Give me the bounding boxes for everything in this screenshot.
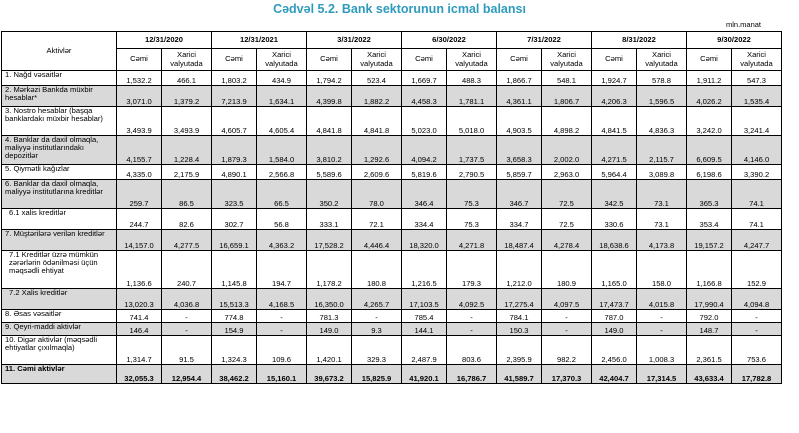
cell-cemi: 4,026.2 [687,86,732,107]
subheader-xarici-valyutada: Xarici valyutada [162,49,212,71]
subheader-cemi: Cəmi [402,49,447,71]
cell-cemi: 3,242.0 [687,107,732,136]
cell-xarici-valyutada: 523.4 [352,71,402,86]
cell-xarici-valyutada: 66.5 [257,180,307,209]
cell-cemi: 148.7 [687,323,732,336]
table-row [2,136,782,165]
cell-cemi: 346.4 [402,180,447,209]
cell-xarici-valyutada: 4,278.4 [542,230,592,251]
period-header: 8/31/2022 [592,32,687,49]
cell-xarici-valyutada: - [257,323,307,336]
cell-cemi: 18,638.6 [592,230,637,251]
cell-xarici-valyutada: 434.9 [257,71,307,86]
cell-cemi: 774.8 [212,310,257,323]
cell-cemi: 1,866.7 [497,71,542,86]
cell-xarici-valyutada: 2,963.0 [542,165,592,180]
table-row [2,180,782,209]
table-row [2,107,782,136]
cell-xarici-valyutada: 73.1 [637,180,687,209]
cell-xarici-valyutada: 4,168.5 [257,289,307,310]
table-title: Cədvəl 5.2. Bank sektorunun icmal balansı [273,2,526,16]
cell-xarici-valyutada: 74.1 [732,180,782,209]
cell-xarici-valyutada: 91.5 [162,336,212,365]
cell-xarici-valyutada: 109.6 [257,336,307,365]
balance-table [1,31,782,384]
cell-xarici-valyutada: 2,609.6 [352,165,402,180]
table-row [2,209,782,230]
cell-xarici-valyutada: 1,535.4 [732,86,782,107]
cell-xarici-valyutada: 1,228.4 [162,136,212,165]
cell-cemi: 4,903.5 [497,107,542,136]
cell-cemi: 14,157.0 [117,230,162,251]
cell-xarici-valyutada: - [447,323,497,336]
period-header: 3/31/2022 [307,32,402,49]
cell-cemi: 346.7 [497,180,542,209]
cell-cemi: 6,198.6 [687,165,732,180]
cell-xarici-valyutada: 488.3 [447,71,497,86]
cell-cemi: 353.4 [687,209,732,230]
cell-xarici-valyutada: 16,786.7 [447,365,497,384]
cell-cemi: 6,609.5 [687,136,732,165]
subheader-cemi: Cəmi [592,49,637,71]
cell-xarici-valyutada: - [732,310,782,323]
cell-cemi: 4,458.3 [402,86,447,107]
cell-cemi: 3,658.3 [497,136,542,165]
period-header: 6/30/2022 [402,32,497,49]
subheader-xarici-valyutada: Xarici valyutada [352,49,402,71]
cell-cemi: 365.3 [687,180,732,209]
cell-cemi: 1,911.2 [687,71,732,86]
cell-cemi: 1,794.2 [307,71,352,86]
row-label: 4. Banklar da daxil olmaqla, maliyyə institutlarındakı depozitlər [2,136,117,165]
cell-xarici-valyutada: - [447,310,497,323]
cell-cemi: 1,216.5 [402,251,447,289]
cell-cemi: 4,841.5 [592,107,637,136]
cell-cemi: 3,810.2 [307,136,352,165]
cell-cemi: 741.4 [117,310,162,323]
row-label: 3. Nostro hesablar (başqa banklardakı müxbir hesablar) [2,107,117,136]
cell-cemi: 1,166.8 [687,251,732,289]
cell-xarici-valyutada: 1,634.1 [257,86,307,107]
cell-cemi: 4,335.0 [117,165,162,180]
cell-cemi: 334.7 [497,209,542,230]
cell-xarici-valyutada: 152.9 [732,251,782,289]
unit-label: mln.manat [725,20,761,29]
row-label: 9. Qeyri-maddi aktivlər [2,323,117,336]
cell-cemi: 4,206.3 [592,86,637,107]
cell-cemi: 42,404.7 [592,365,637,384]
cell-xarici-valyutada: - [637,323,687,336]
cell-cemi: 3,071.0 [117,86,162,107]
cell-cemi: 18,487.4 [497,230,542,251]
cell-xarici-valyutada: - [542,323,592,336]
cell-xarici-valyutada: 158.0 [637,251,687,289]
cell-xarici-valyutada: 1,292.6 [352,136,402,165]
subheader-xarici-valyutada: Xarici valyutada [732,49,782,71]
cell-cemi: 38,462.2 [212,365,257,384]
cell-cemi: 1,178.2 [307,251,352,289]
cell-xarici-valyutada: 194.7 [257,251,307,289]
cell-cemi: 5,964.4 [592,165,637,180]
cell-cemi: 4,155.7 [117,136,162,165]
cell-xarici-valyutada: 578.8 [637,71,687,86]
cell-xarici-valyutada: 180.8 [352,251,402,289]
cell-xarici-valyutada: 753.6 [732,336,782,365]
row-label: 6.1 xalis kreditlər [2,209,117,230]
cell-cemi: 150.3 [497,323,542,336]
cell-xarici-valyutada: - [637,310,687,323]
cell-cemi: 784.1 [497,310,542,323]
cell-xarici-valyutada: 4,271.8 [447,230,497,251]
cell-cemi: 1,324.3 [212,336,257,365]
cell-cemi: 41,589.7 [497,365,542,384]
cell-cemi: 4,271.5 [592,136,637,165]
row-label: 10. Digər aktivlər (məqsədli ehtiyatlar çıxılmaqla) [2,336,117,365]
table-row [2,323,782,336]
row-label: 6. Banklar da daxil olmaqla, maliyyə institutlarına kreditlər [2,180,117,209]
subheader-xarici-valyutada: Xarici valyutada [447,49,497,71]
cell-xarici-valyutada: - [162,310,212,323]
cell-cemi: 17,990.4 [687,289,732,310]
cell-cemi: 1,314.7 [117,336,162,365]
period-header: 9/30/2022 [687,32,782,49]
cell-cemi: 1,803.2 [212,71,257,86]
cell-cemi: 334.4 [402,209,447,230]
cell-xarici-valyutada: 4,015.8 [637,289,687,310]
cell-xarici-valyutada: 78.0 [352,180,402,209]
cell-cemi: 13,020.3 [117,289,162,310]
cell-cemi: 16,659.1 [212,230,257,251]
subheader-cemi: Cəmi [307,49,352,71]
cell-xarici-valyutada: 179.3 [447,251,497,289]
cell-xarici-valyutada: - [542,310,592,323]
cell-xarici-valyutada: 547.3 [732,71,782,86]
cell-cemi: 144.1 [402,323,447,336]
cell-xarici-valyutada: 982.2 [542,336,592,365]
cell-cemi: 5,819.6 [402,165,447,180]
cell-xarici-valyutada: 9.3 [352,323,402,336]
cell-cemi: 2,487.9 [402,336,447,365]
cell-xarici-valyutada: 4,092.5 [447,289,497,310]
cell-xarici-valyutada: 1,806.7 [542,86,592,107]
cell-cemi: 1,669.7 [402,71,447,86]
cell-xarici-valyutada: 4,363.2 [257,230,307,251]
cell-xarici-valyutada: 240.7 [162,251,212,289]
cell-xarici-valyutada: 1,737.5 [447,136,497,165]
cell-cemi: 154.9 [212,323,257,336]
cell-cemi: 5,589.6 [307,165,352,180]
table-row [2,251,782,289]
cell-cemi: 302.7 [212,209,257,230]
cell-cemi: 15,513.3 [212,289,257,310]
cell-xarici-valyutada: 1,584.0 [257,136,307,165]
cell-cemi: 4,605.7 [212,107,257,136]
cell-cemi: 1,165.0 [592,251,637,289]
cell-cemi: 4,890.1 [212,165,257,180]
cell-xarici-valyutada: 3,390.2 [732,165,782,180]
cell-cemi: 787.0 [592,310,637,323]
cell-xarici-valyutada: 12,954.4 [162,365,212,384]
period-header: 12/31/2020 [117,32,212,49]
cell-cemi: 1,136.6 [117,251,162,289]
cell-xarici-valyutada: 548.1 [542,71,592,86]
cell-xarici-valyutada: 1,781.1 [447,86,497,107]
cell-cemi: 2,361.5 [687,336,732,365]
cell-xarici-valyutada: 15,160.1 [257,365,307,384]
cell-cemi: 781.3 [307,310,352,323]
cell-xarici-valyutada: 5,018.0 [447,107,497,136]
cell-cemi: 5,023.0 [402,107,447,136]
cell-xarici-valyutada: 180.9 [542,251,592,289]
cell-cemi: 2,395.9 [497,336,542,365]
cell-xarici-valyutada: 74.1 [732,209,782,230]
cell-cemi: 1,420.1 [307,336,352,365]
cell-cemi: 350.2 [307,180,352,209]
cell-cemi: 330.6 [592,209,637,230]
cell-xarici-valyutada: 2,566.8 [257,165,307,180]
period-header: 7/31/2022 [497,32,592,49]
cell-xarici-valyutada: 4,898.2 [542,107,592,136]
table-row [2,86,782,107]
cell-xarici-valyutada: 3,493.9 [162,107,212,136]
header-aktivler: Aktivlər [2,32,117,71]
cell-cemi: 149.0 [307,323,352,336]
cell-cemi: 41,920.1 [402,365,447,384]
cell-cemi: 259.7 [117,180,162,209]
cell-xarici-valyutada: 73.1 [637,209,687,230]
cell-xarici-valyutada: 4,265.7 [352,289,402,310]
cell-cemi: 4,361.1 [497,86,542,107]
subheader-xarici-valyutada: Xarici valyutada [637,49,687,71]
cell-xarici-valyutada: 82.6 [162,209,212,230]
period-header: 12/31/2021 [212,32,307,49]
cell-cemi: 17,528.2 [307,230,352,251]
cell-xarici-valyutada: 1,882.2 [352,86,402,107]
table-row [2,165,782,180]
cell-cemi: 4,841.8 [307,107,352,136]
cell-cemi: 342.5 [592,180,637,209]
cell-xarici-valyutada: 4,841.8 [352,107,402,136]
cell-xarici-valyutada: 4,277.5 [162,230,212,251]
subheader-cemi: Cəmi [212,49,257,71]
cell-xarici-valyutada: 75.3 [447,209,497,230]
table-row [2,230,782,251]
row-label: 7.1 Kreditlər üzrə mümkün zərərlərin ödənilməsi üçün məqsədli ehtiyat [2,251,117,289]
cell-xarici-valyutada: 1,379.2 [162,86,212,107]
cell-xarici-valyutada: 329.3 [352,336,402,365]
cell-xarici-valyutada: - [352,310,402,323]
cell-cemi: 1,532.2 [117,71,162,86]
cell-xarici-valyutada: 2,175.9 [162,165,212,180]
cell-xarici-valyutada: - [257,310,307,323]
row-label: 7.2 Xalis kreditlər [2,289,117,310]
cell-cemi: 17,275.4 [497,289,542,310]
table-row [2,289,782,310]
subheader-cemi: Cəmi [687,49,732,71]
cell-cemi: 792.0 [687,310,732,323]
cell-xarici-valyutada: 2,790.5 [447,165,497,180]
subheader-xarici-valyutada: Xarici valyutada [257,49,307,71]
row-label: 8. Əsas vəsaitlər [2,310,117,323]
cell-xarici-valyutada: 15,825.9 [352,365,402,384]
table-row [2,310,782,323]
cell-xarici-valyutada: 2,002.0 [542,136,592,165]
cell-cemi: 7,213.9 [212,86,257,107]
cell-cemi: 17,103.5 [402,289,447,310]
cell-xarici-valyutada: 803.6 [447,336,497,365]
row-label: 7. Müştərilərə verilən kreditlər [2,230,117,251]
table-row [2,365,782,384]
cell-xarici-valyutada: 17,370.3 [542,365,592,384]
cell-xarici-valyutada: 17,314.5 [637,365,687,384]
cell-xarici-valyutada: 3,089.8 [637,165,687,180]
cell-cemi: 149.0 [592,323,637,336]
cell-cemi: 2,456.0 [592,336,637,365]
cell-xarici-valyutada: 1,596.5 [637,86,687,107]
cell-cemi: 19,157.2 [687,230,732,251]
cell-xarici-valyutada: 4,146.0 [732,136,782,165]
table-row [2,336,782,365]
cell-cemi: 244.7 [117,209,162,230]
cell-cemi: 333.1 [307,209,352,230]
cell-xarici-valyutada: 75.3 [447,180,497,209]
subheader-xarici-valyutada: Xarici valyutada [542,49,592,71]
cell-xarici-valyutada: 466.1 [162,71,212,86]
cell-xarici-valyutada: 17,782.8 [732,365,782,384]
cell-xarici-valyutada: 4,605.4 [257,107,307,136]
cell-xarici-valyutada: 4,036.8 [162,289,212,310]
cell-xarici-valyutada: 4,446.4 [352,230,402,251]
cell-cemi: 16,350.0 [307,289,352,310]
row-label: 2. Mərkəzi Bankda müxbir hesablar* [2,86,117,107]
row-label: 11. Cəmi aktivlər [2,365,117,384]
cell-cemi: 5,859.7 [497,165,542,180]
cell-cemi: 323.5 [212,180,257,209]
cell-cemi: 32,055.3 [117,365,162,384]
cell-xarici-valyutada: 4,836.3 [637,107,687,136]
cell-cemi: 1,879.3 [212,136,257,165]
cell-cemi: 39,673.2 [307,365,352,384]
cell-xarici-valyutada: 1,008.3 [637,336,687,365]
row-label: 1. Nağd vəsaitlər [2,71,117,86]
cell-cemi: 43,633.4 [687,365,732,384]
cell-xarici-valyutada: 72.5 [542,209,592,230]
cell-xarici-valyutada: 72.1 [352,209,402,230]
cell-xarici-valyutada: 3,241.4 [732,107,782,136]
cell-xarici-valyutada: 72.5 [542,180,592,209]
cell-cemi: 1,212.0 [497,251,542,289]
cell-cemi: 1,924.7 [592,71,637,86]
subheader-cemi: Cəmi [497,49,542,71]
cell-xarici-valyutada: 4,173.8 [637,230,687,251]
subheader-cemi: Cəmi [117,49,162,71]
cell-cemi: 3,493.9 [117,107,162,136]
cell-xarici-valyutada: - [732,323,782,336]
cell-cemi: 17,473.7 [592,289,637,310]
cell-xarici-valyutada: - [162,323,212,336]
cell-cemi: 4,399.8 [307,86,352,107]
cell-cemi: 1,145.8 [212,251,257,289]
cell-cemi: 4,094.2 [402,136,447,165]
cell-cemi: 146.4 [117,323,162,336]
cell-xarici-valyutada: 86.5 [162,180,212,209]
cell-xarici-valyutada: 2,115.7 [637,136,687,165]
cell-xarici-valyutada: 56.8 [257,209,307,230]
cell-cemi: 785.4 [402,310,447,323]
cell-cemi: 18,320.0 [402,230,447,251]
cell-xarici-valyutada: 4,094.8 [732,289,782,310]
cell-xarici-valyutada: 4,247.7 [732,230,782,251]
cell-xarici-valyutada: 4,097.5 [542,289,592,310]
row-label: 5. Qiymətli kağızlar [2,165,117,180]
table-row [2,71,782,86]
